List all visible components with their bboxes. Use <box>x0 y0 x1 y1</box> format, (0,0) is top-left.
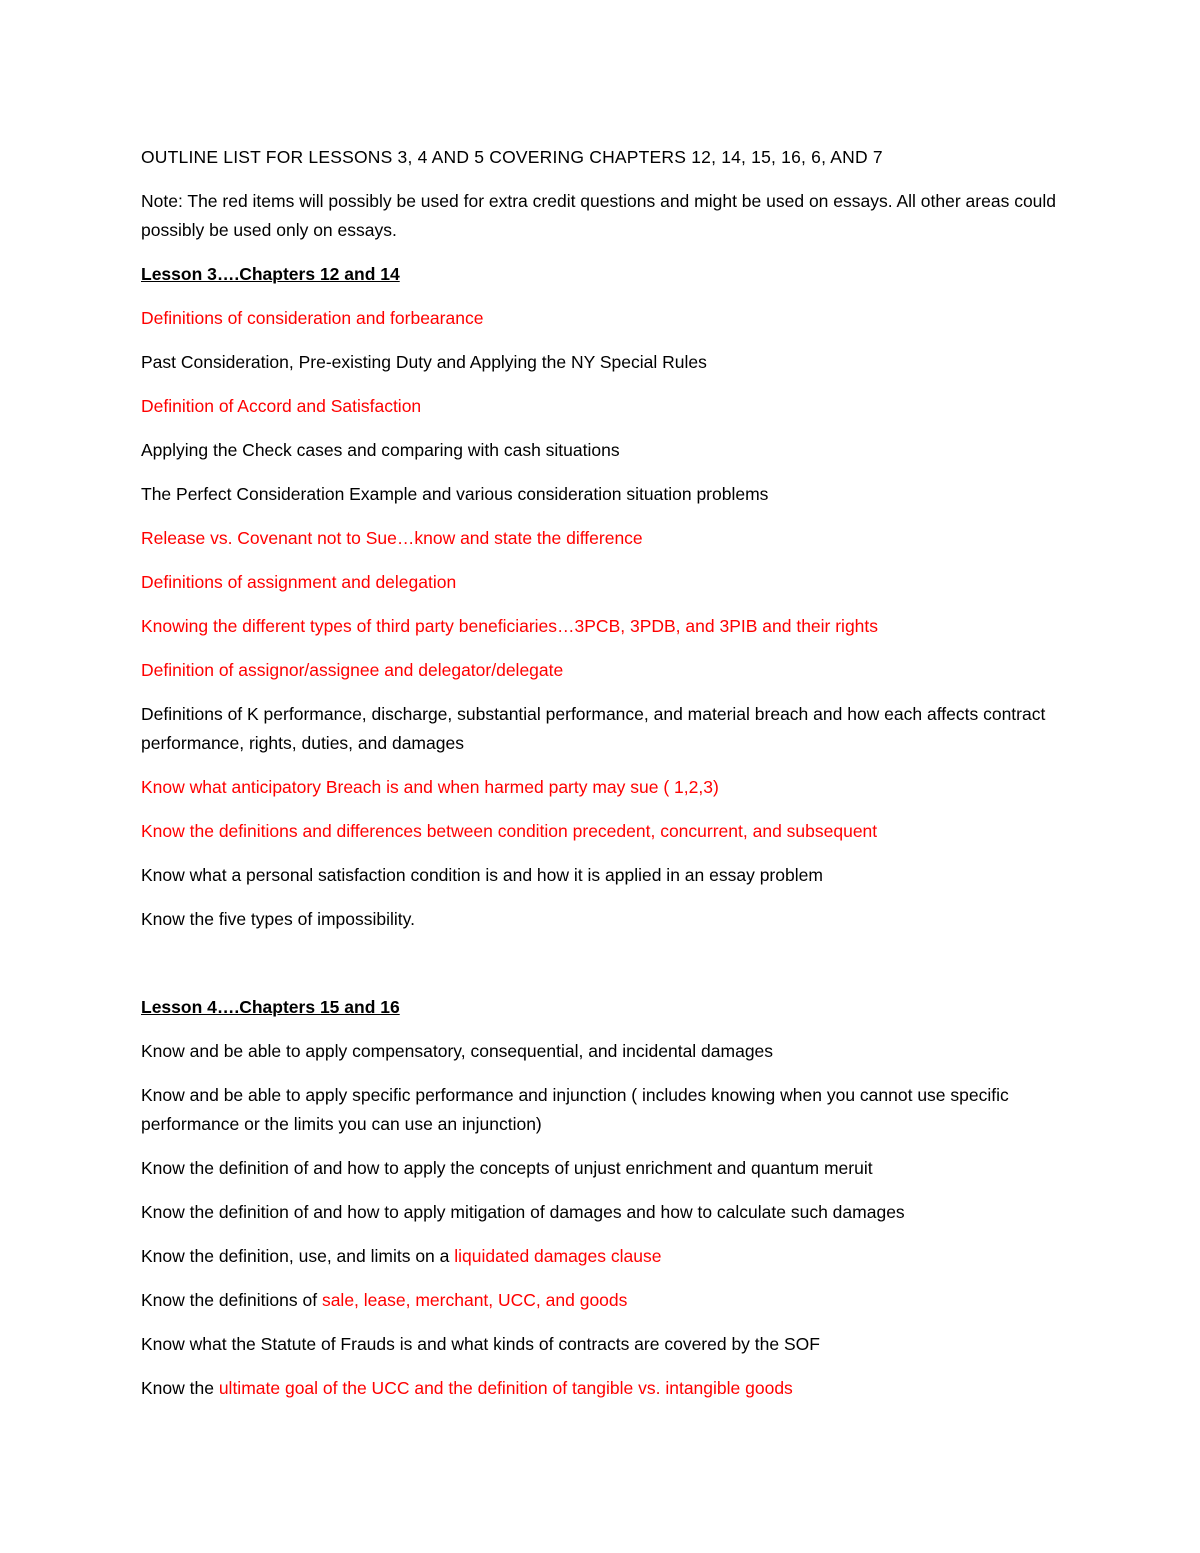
mixed-item-prefix: Know the definition, use, and limits on a <box>141 1246 455 1266</box>
lesson-3-item: Release vs. Covenant not to Sue…know and state the difference <box>141 528 643 548</box>
lesson-3-heading: Lesson 3….Chapters 12 and 14 <box>141 264 400 284</box>
lesson-4-item: Know the definition of and how to apply the concepts of unjust enrichment and quantum meruit <box>141 1158 873 1178</box>
document-content <box>141 143 1061 1418</box>
section-spacer <box>141 949 1061 993</box>
lesson-4-item: Know and be able to apply compensatory, consequential, and incidental damages <box>141 1041 774 1061</box>
lesson-3-item: Definitions of consideration and forbearance <box>141 308 484 328</box>
mixed-item-red-text: sale, lease, merchant, UCC, and goods <box>321 1290 628 1310</box>
lesson-4-mixed-item <box>141 1286 1061 1315</box>
lesson-4-item: Know the definition of and how to apply mitigation of damages and how to calculate such damages <box>141 1202 905 1222</box>
lesson-3-item: Know what anticipatory Breach is and when harmed party may sue ( 1,2,3) <box>141 777 719 797</box>
lesson-4-item: Know and be able to apply specific performance and injunction ( includes knowing when you cannot use specific performance or the limits you can use an injunction) <box>141 1085 1009 1134</box>
lesson-4-mixed-item <box>141 1374 1061 1403</box>
lesson-4-mixed-item <box>141 1242 1061 1271</box>
document-title: OUTLINE LIST FOR LESSONS 3, 4 AND 5 COVERING CHAPTERS 12, 14, 15, 16, 6, AND 7 <box>141 147 883 167</box>
lesson-3-item: Know the five types of impossibility. <box>141 909 415 929</box>
lesson-3-item: Know the definitions and differences between condition precedent, concurrent, and subsequent <box>141 821 878 841</box>
mixed-item-prefix: Know the <box>141 1378 219 1398</box>
lesson-4-heading: Lesson 4….Chapters 15 and 16 <box>141 997 400 1017</box>
lesson-3-item: Definition of assignor/assignee and delegator/delegate <box>141 660 564 680</box>
lesson-3-item: Know what a personal satisfaction condition is and how it is applied in an essay problem <box>141 865 823 885</box>
lesson-3-item: Knowing the different types of third party beneficiaries…3PCB, 3PDB, and 3PIB and their rights <box>141 616 879 636</box>
lesson-4-item: Know what the Statute of Frauds is and what kinds of contracts are covered by the SOF <box>141 1334 820 1354</box>
mixed-item-red-text: ultimate goal of the UCC and the definition of tangible vs. intangible goods <box>218 1378 793 1398</box>
lesson-3-item: Definition of Accord and Satisfaction <box>141 396 422 416</box>
lesson-3-item: Definitions of K performance, discharge, substantial performance, and material breach and how each affects contract performance, rights, duties, and damages <box>141 704 1046 753</box>
lesson-3-item: Definitions of assignment and delegation <box>141 572 457 592</box>
mixed-item-prefix: Know the definitions of <box>141 1290 322 1310</box>
lesson-3-item: Applying the Check cases and comparing with cash situations <box>141 440 620 460</box>
mixed-item-red-text: liquidated damages clause <box>454 1246 662 1266</box>
lesson-3-item: Past Consideration, Pre-existing Duty and Applying the NY Special Rules <box>141 352 707 372</box>
note-paragraph: Note: The red items will possibly be used for extra credit questions and might be used on essays. All other areas could possibly be used only on essays. <box>141 191 1057 240</box>
lesson-3-item: The Perfect Consideration Example and various consideration situation problems <box>141 484 769 504</box>
